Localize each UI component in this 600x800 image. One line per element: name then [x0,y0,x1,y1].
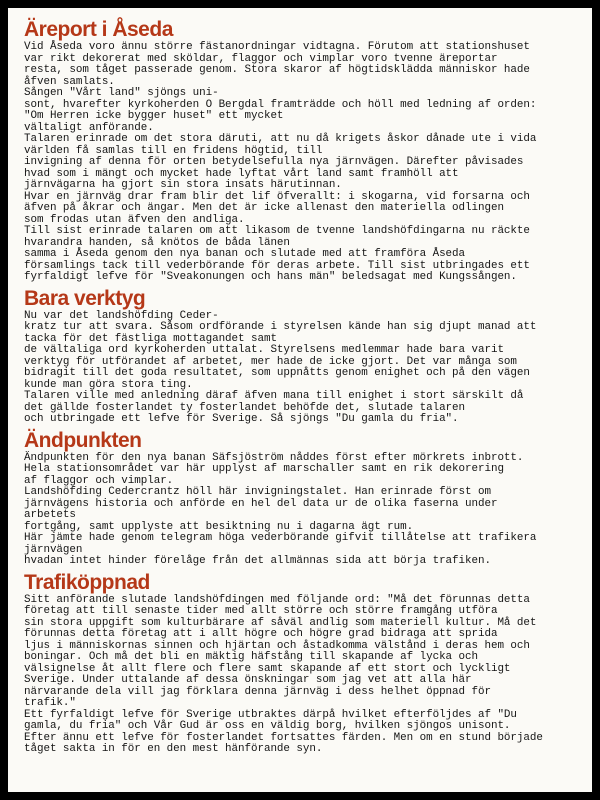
text-line: närvarande dela vill jag förklara denna järnväg i dess helhet öppnad för [24,685,491,698]
text-line: verktyg för utförandet af arbetet, mer hade de icke gjort. Det var många som [24,355,517,368]
text-line: världen få samlas till en fridens högtid, till [24,144,323,157]
text-line: af flaggor och vimplar. [24,474,174,487]
text-line: som frodas utan äfven den andliga. [24,213,245,226]
text-line: trafik." [24,697,76,709]
section-heading: Ändpunkten [24,428,142,452]
text-line: äfven på åkrar och ängar. Men det är icke allenast den materiella odlingen [24,202,504,214]
text-line: Ändpunkten för den nya banan Säfsjöström nåddes först efter mörkrets inbrott. [24,451,524,464]
text-line: förunnas detta företag att i allt högre och högre grad bidraga att sprida [24,628,498,640]
text-line: gamla, du fria" och Vår Gud är oss en väldig borg, hvilken sjöngos unisont. [24,720,511,732]
text-line: åfven samlats. [24,75,115,88]
text-line: fyrfaldigt lefve för "Sveakonungen och hans män" beledsagat med Kungssången. [24,271,517,283]
text-line: Landshöfding Cedercrantz höll här invigningstalet. Han erinrade först om [24,486,491,498]
article-section [24,18,578,284]
text-line: järnvägens historia och anförde en hel del data ur de olika faserna under [24,497,498,510]
text-line: Talaren ville med anledning däraf äfven mana till enighet i stort särskilt då [24,390,524,402]
section-body [24,311,578,426]
text-line: fortgång, samt upplyste att besiktning nu i dagarna ägt rum. [24,520,414,533]
section-body [24,42,578,284]
text-line: tåget sakta in för en den mest hänförande syn. [24,743,323,755]
text-line: resta, som tåget passerade genom. Stora skaror af högtidsklädda människor hade [24,64,530,76]
text-line: "Om Herren icke bygger huset" ett mycket [24,110,284,122]
text-line: Nu var det landshöfding Ceder- [24,309,219,322]
text-line: sont, hvarefter kyrkoherden O Bergdal framträdde och höll med ledning af orden: [24,98,537,111]
section-heading: Trafiköppnad [24,570,150,594]
text-line: de vältaliga ord kyrkoherden uttalat. Styrelsens medlemmar hade bara varit [24,344,504,356]
text-line: företag att till senaste tider med allt större och större framgång utföra [24,605,498,617]
text-line: järnvägarna ha gjort sin stora insats härutinnan. [24,179,342,191]
text-line: hvadan intet hinder förelåge från det allmännas sida att börja trafiken. [24,555,491,567]
section-heading: Bara verktyg [24,286,146,310]
text-line: Vid Åseda voro ännu större fästanordningar vidtagna. Förutom att stationshuset [24,41,530,53]
text-line: Talaren erinrade om det stora däruti, att nu då krigets åskor dånade ute i vida [24,133,537,145]
text-line: samma i Åseda genom den nya banan och slutade med att framföra Åseda [24,248,466,260]
article-section [24,287,578,426]
text-line: Här jämte hade genom telegram höga vederbörande gifvit tillåtelse att trafikera [24,532,537,544]
text-line: ljus i människornas sinnen och hjärtan och åstadkomma välstånd i deras hem och [24,639,530,652]
text-line: hvarandra handen, så knötos de båda länen [24,236,290,249]
text-line: Ett fyrfaldigt lefve för Sverige utbraktes därpå hvilket efterföljdes af "Du [24,708,517,721]
text-line: Till sist erinrade talaren om att likasom de tvenne landshöfdingarna nu räckte [24,225,530,237]
article-section [24,429,578,568]
document-page [8,8,592,792]
text-line: Sverige. Under uttalande af dessa önskningar som jag vet att alla här [24,674,472,686]
text-line: invigning af denna för orten betydelsefulla nya järnvägen. Därefter påvisades [24,156,524,168]
text-line: bidragit till det goda resultatet, som uppnåtts genom enighet och på den vägen [24,367,530,379]
text-line: tacka för det fästliga mottagandet samt [24,332,277,345]
text-line: Hela stationsområdet var här upplyst af marschaller samt en rik dekorering [24,463,504,475]
text-line: det gällde fosterlandet ty fosterlandet behöfde det, slutade talaren [24,401,466,414]
text-line: var rikt dekorerat med sköldar, flaggor och vimplar voro tvenne äreportar [24,52,498,65]
text-line: välsignelse åt allt flere och flere samt skapande af ett stort och lyckligt [24,662,511,675]
section-body [24,453,578,568]
text-line: Hvar en järnväg drar fram blir det lif öfverallt: i skogarna, vid forsarna och [24,190,530,203]
text-line: Sången "Vårt land" sjöngs uni- [24,87,219,99]
text-line: kunde man göra stora ting. [24,378,193,391]
text-line: församlings tack till vederbörande för deras arbete. Till sist utbringades ett [24,259,530,272]
section-body [24,595,578,756]
text-line: vältaligt anförande. [24,121,154,134]
text-line: kratz tur att svara. Såsom ordförande i styrelsen kände han sig djupt manad att [24,321,537,333]
text-line: järnvägen [24,543,83,556]
text-line: Sitt anförande slutade landshöfdingen med följande ord: "Må det förunnas detta [24,593,530,606]
text-line: boningar. Och må det bli en mäktig häfstång till skapande af lycka och [24,651,478,663]
article-section [24,571,578,756]
text-line: och utbringade ett lefve för Sverige. Så sjöngs "Du gamla du fria". [24,413,459,425]
text-line: Efter ännu ett lefve för fosterlandet fortsattes färden. Men om en stund började [24,731,543,744]
text-line: sin stora uppgift som kulturbärare af såväl andlig som materiell kultur. Må det [24,616,537,629]
section-heading: Äreport i Åseda [24,18,173,41]
text-line: hvad som i mängt och mycket hade lyftat vårt land samt framhöll att [24,167,459,180]
text-line: arbetets [24,509,76,521]
